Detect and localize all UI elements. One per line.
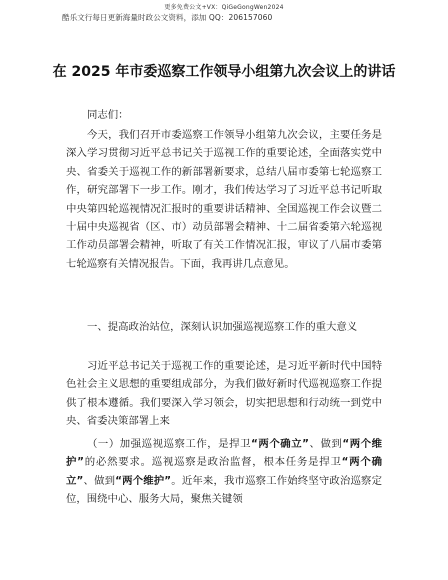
top-watermark: 更多免费公文+VX：QiGeGongWen2024	[164, 4, 284, 11]
emphasis-run: “两个确立”	[66, 456, 382, 487]
header-note: 酷乐文行每日更新海量时政公文资料，添加 QQ：206157060	[62, 13, 273, 22]
text-run: （一）加强巡视巡察工作，是捍卫	[87, 438, 252, 450]
paragraph-section-1: 习近平总书记关于巡视工作的重要论述，是习近平新时代中国特色社会主义思想的重要组成部分，为我们做好新时代巡视巡察工作提供了根本遵循。我们要深入学习领会，切实把思想和行动统一到党中央、省委决策部署上来	[66, 360, 382, 428]
salutation: 同志们：	[87, 109, 129, 121]
text-run: 、做到	[83, 474, 116, 487]
emphasis-run: “两个维护”	[66, 438, 382, 469]
text-run: 的必然要求。巡视巡察是政治监督，根本任务是捍卫	[84, 456, 342, 469]
emphasis-run: “两个维护”	[115, 474, 172, 487]
text-run: 、做到	[309, 438, 343, 450]
emphasis-run: “两个确立”	[251, 438, 309, 450]
text-run: 。近年来，我市巡察工作始终坚守政治巡察定位，围绕中心、服务大局，聚焦关键领	[66, 474, 382, 506]
paragraph-subsection-1	[66, 435, 382, 509]
paragraph-intro: 今天，我们召开市委巡察工作领导小组第九次会议，主要任务是深入学习贯彻习近平总书记关于巡视工作的重要论述，全面落实党中央、省委关于巡视工作的新部署新要求，总结八届市委第七轮巡察工作，研究部署下一步工作。刚才，我们传达学习了习近平总书记听取中央第四轮巡视情况汇报时的重要讲话精神、全国巡视工作会议暨二十届中央巡视省（区、市）动员部署会精神、十二届省委第六轮巡视工作动员部署会精神，听取了有关工作情况汇报，审议了八届市委第七轮巡察有关情况报告。下面，我再讲几点意见。	[66, 129, 382, 270]
document-title: 在 2025 年市委巡察工作领导小组第九次会议上的讲话	[52, 64, 396, 80]
section-heading-1: 一、提高政治站位，深刻认识加强巡视巡察工作的重大意义	[87, 321, 358, 333]
